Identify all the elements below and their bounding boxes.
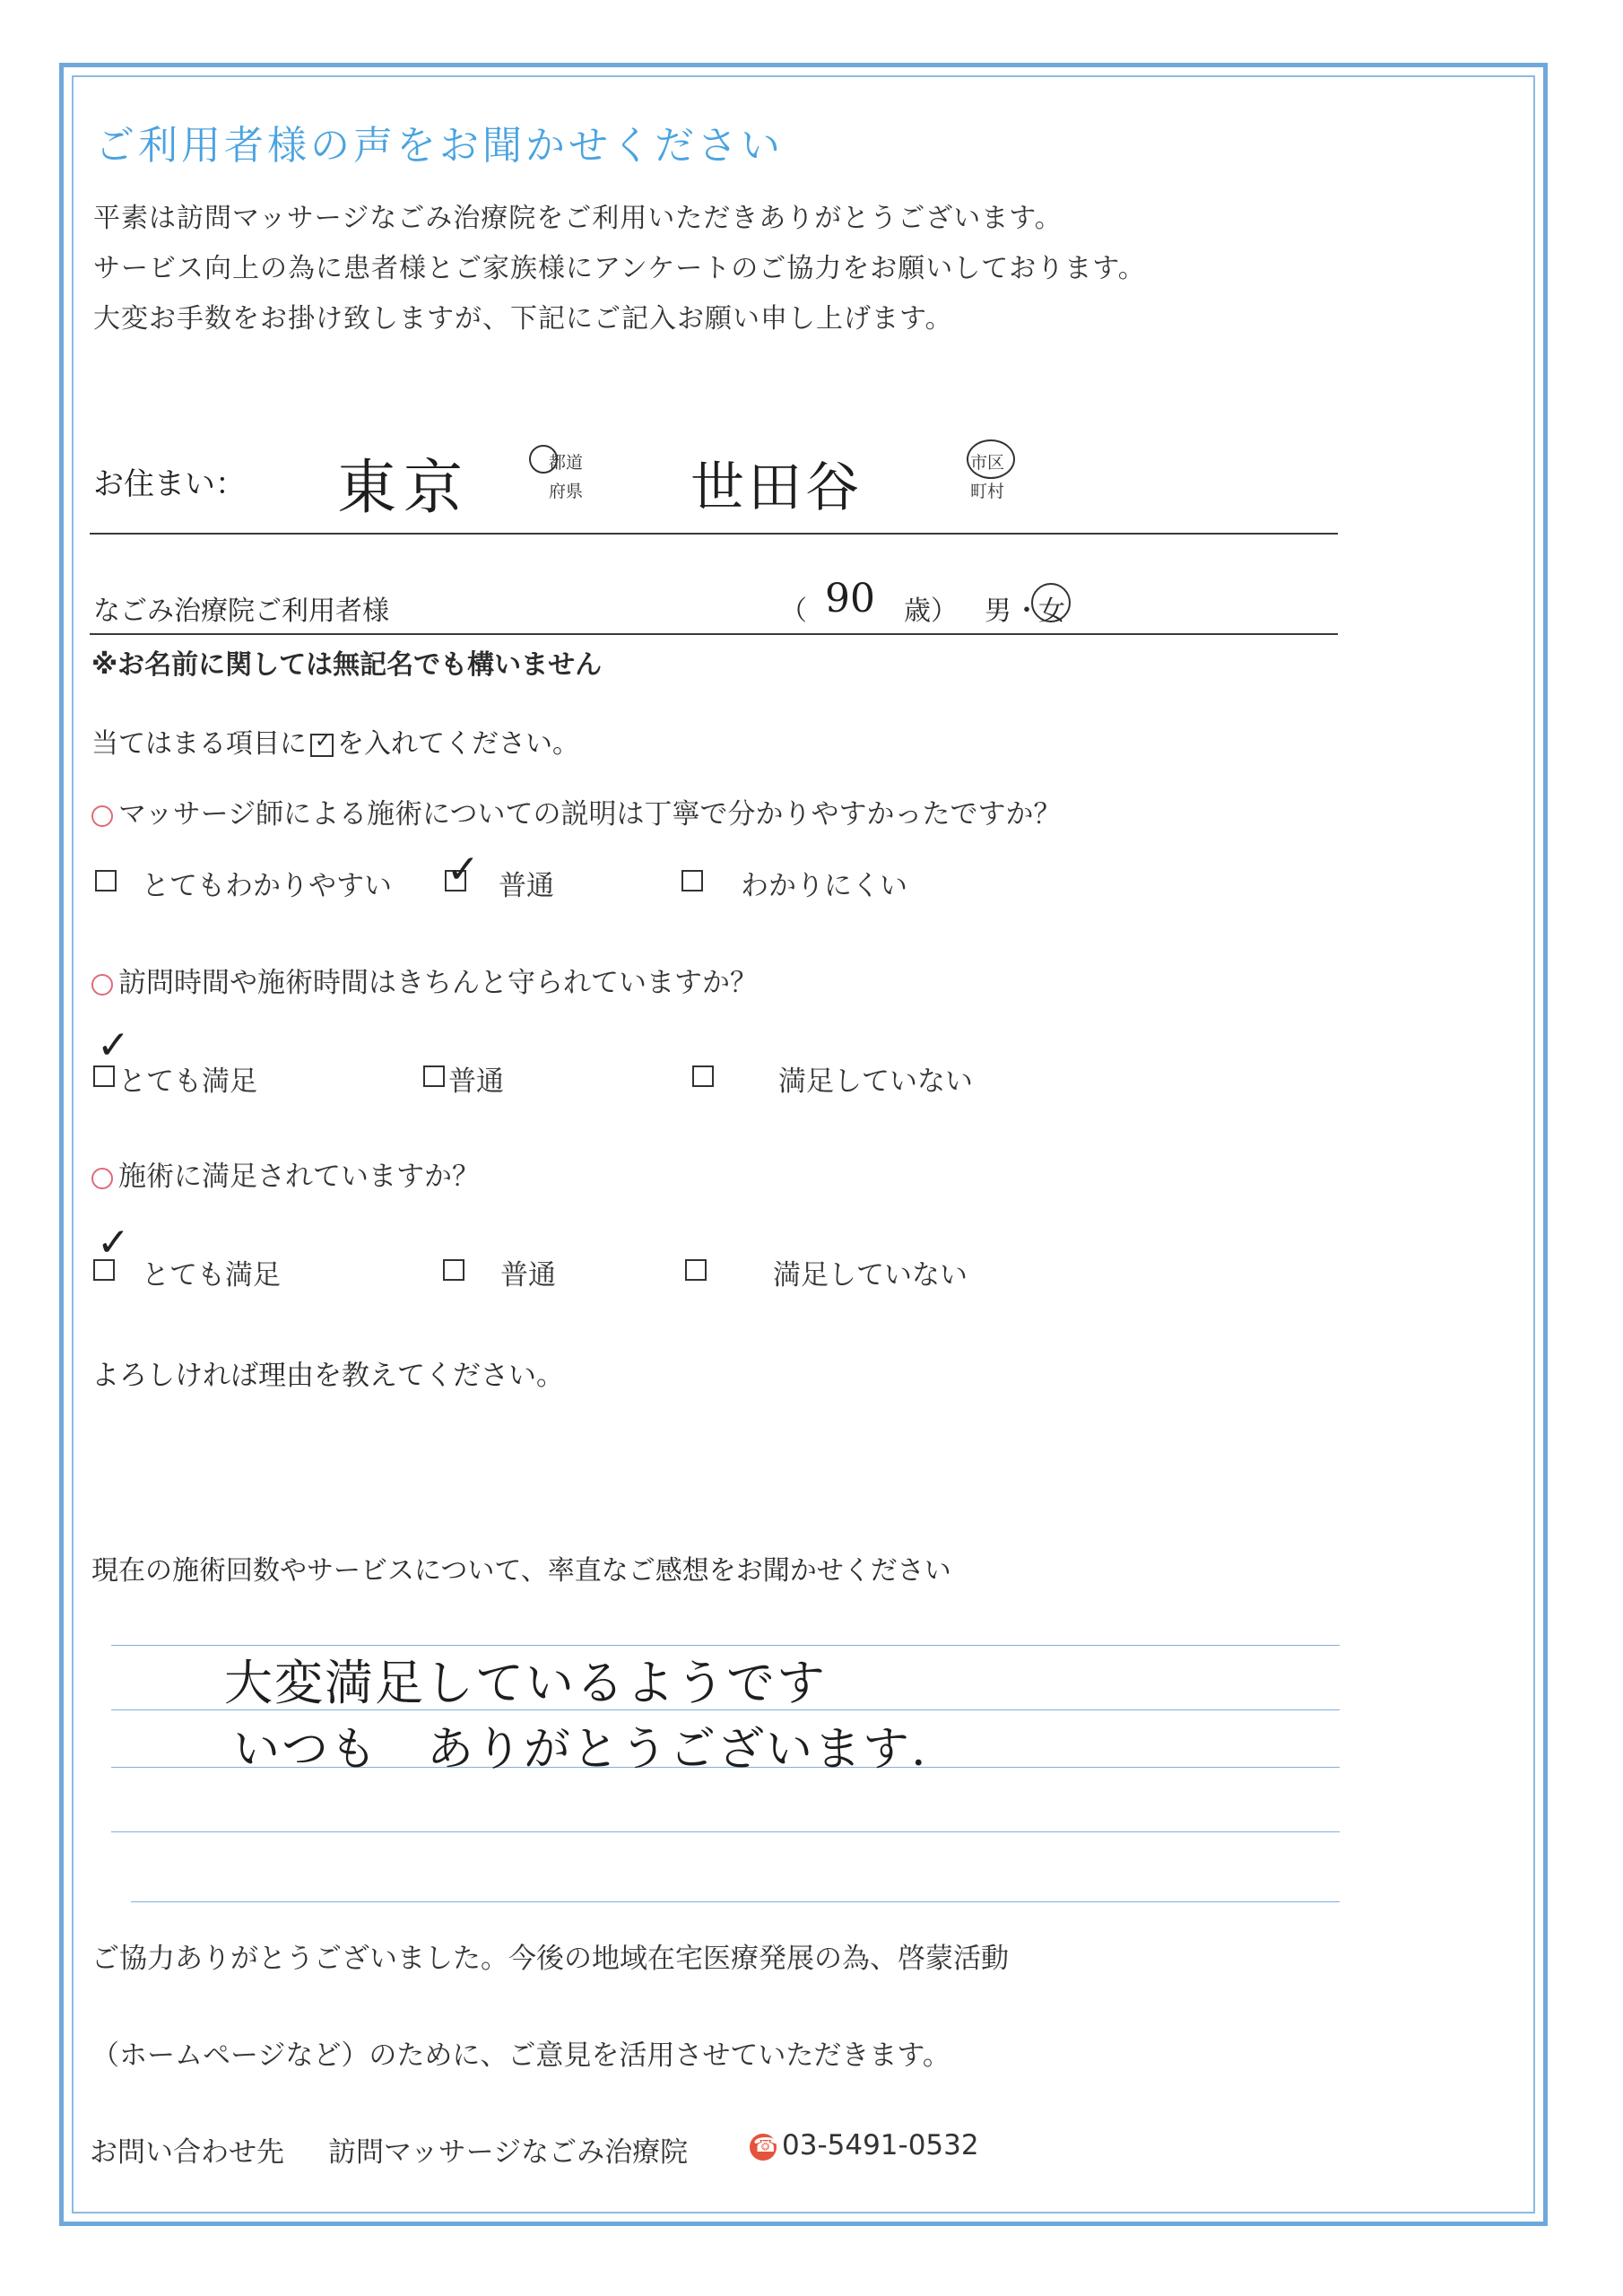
question-3-text: 施術に満足されていますか？ xyxy=(118,1161,480,1193)
q3-option-2-label: 普通 xyxy=(500,1259,556,1292)
q1-option-1-label: とてもわかりやすい xyxy=(142,870,392,902)
footer-contact-label: お問い合わせ先 xyxy=(90,2136,284,2169)
gender-male[interactable]: 男 xyxy=(985,596,1011,627)
answer-line-5 xyxy=(131,1901,1340,1902)
prefecture-value[interactable]: 東京 xyxy=(337,453,470,522)
q3-option-3-checkbox[interactable] xyxy=(685,1259,707,1281)
q2-option-2-label: 普通 xyxy=(448,1065,504,1098)
question-2-text: 訪問時間や施術時間はきちんと守られていますか？ xyxy=(118,967,758,999)
footer-phone-number: 03-5491-0532 xyxy=(782,2129,979,2161)
age-unit: 歳） xyxy=(904,596,958,627)
question-circle-icon xyxy=(91,805,113,827)
q2-option-3-checkbox[interactable] xyxy=(692,1065,714,1087)
q3-option-2-checkbox[interactable] xyxy=(443,1259,464,1281)
prefecture-suffix-bottom: 府県 xyxy=(549,482,584,501)
q2-option-1-label: とても満足 xyxy=(118,1065,257,1098)
sample-checkbox-icon: ✓ xyxy=(310,734,334,757)
city-suffix-bottom: 町村 xyxy=(970,482,1005,501)
intro-line-3: 大変お手数をお掛け致しますが、下記にご記入お願い申し上げます。 xyxy=(93,303,953,335)
impression-handwritten-line-2[interactable]: いつも ありがとうございます. xyxy=(233,1723,928,1777)
prefecture-suffix-top: 都道 xyxy=(549,453,584,473)
question-2 xyxy=(91,960,758,1000)
answer-line-4 xyxy=(111,1831,1340,1832)
closing-line-1: ご協力ありがとうございました。今後の地域在宅医療発展の為、啓蒙活動 xyxy=(91,1943,1009,1975)
impression-prompt: 現在の施術回数やサービスについて、率直なご感想をお聞かせください xyxy=(91,1555,951,1587)
intro-line-2: サービス向上の為に患者様とご家族様にアンケートのご協力をお願いしております。 xyxy=(93,253,1146,284)
phone-icon xyxy=(750,2134,777,2161)
age-open-paren: （ xyxy=(780,596,807,627)
question-circle-icon xyxy=(91,974,113,996)
q1-option-2-checkmark-icon: ✓ xyxy=(447,847,480,892)
footer-clinic-name: 訪問マッサージなごみ治療院 xyxy=(328,2136,689,2169)
address-label: お住まい： xyxy=(93,466,246,502)
impression-handwritten-line-1[interactable]: 大変満足しているようです xyxy=(224,1655,827,1711)
q1-option-3-checkbox[interactable] xyxy=(681,870,703,891)
instruction-pre: 当てはまる項目に xyxy=(91,728,307,760)
footer-phone[interactable] xyxy=(750,2129,979,2161)
user-label: なごみ治療院ご利用者様 xyxy=(93,596,389,627)
instruction-post: を入れてください。 xyxy=(337,728,579,760)
q1-option-1-checkbox[interactable] xyxy=(95,870,117,891)
q2-option-1-checkmark-icon: ✓ xyxy=(97,1022,130,1068)
q2-option-1-checkbox[interactable] xyxy=(93,1065,115,1087)
closing-line-2: （ホームページなど）のために、ご意見を活用させていただきます。 xyxy=(91,2039,950,2072)
question-1 xyxy=(91,791,1062,831)
gender-separator: ・ xyxy=(1013,596,1040,627)
age-value[interactable]: 90 xyxy=(825,576,875,622)
page-border-inner xyxy=(72,75,1535,2213)
question-circle-icon xyxy=(91,1168,113,1189)
user-underline xyxy=(90,633,1338,635)
q2-option-3-label: 満足していない xyxy=(778,1065,973,1098)
q3-option-1-checkmark-icon: ✓ xyxy=(97,1220,130,1265)
city-suffix-top: 市区 xyxy=(970,453,1005,473)
q1-option-3-label: わかりにくい xyxy=(741,870,907,902)
anonymous-note: ※お名前に関しては無記名でも構いません xyxy=(91,649,603,681)
q1-option-2-label: 普通 xyxy=(499,870,554,902)
q3-option-3-label: 満足していない xyxy=(773,1259,968,1292)
city-value[interactable]: 世田谷 xyxy=(690,457,863,519)
gender-female[interactable]: 女 xyxy=(1038,596,1065,627)
instruction-line xyxy=(91,721,579,761)
gender-selection-circle xyxy=(1031,583,1071,622)
question-3 xyxy=(91,1153,480,1194)
address-underline xyxy=(90,533,1338,535)
q3-option-1-label: とても満足 xyxy=(142,1259,281,1292)
question-1-text: マッサージ師による施術についての説明は丁寧で分かりやすかったですか？ xyxy=(118,798,1062,831)
reason-prompt: よろしければ理由を教えてください。 xyxy=(91,1360,564,1392)
q2-option-2-checkbox[interactable] xyxy=(423,1065,445,1087)
intro-line-1: 平素は訪問マッサージなごみ治療院をご利用いただきありがとうございます。 xyxy=(93,203,1063,234)
survey-title: ご利用者様の声をお聞かせください xyxy=(95,123,784,169)
